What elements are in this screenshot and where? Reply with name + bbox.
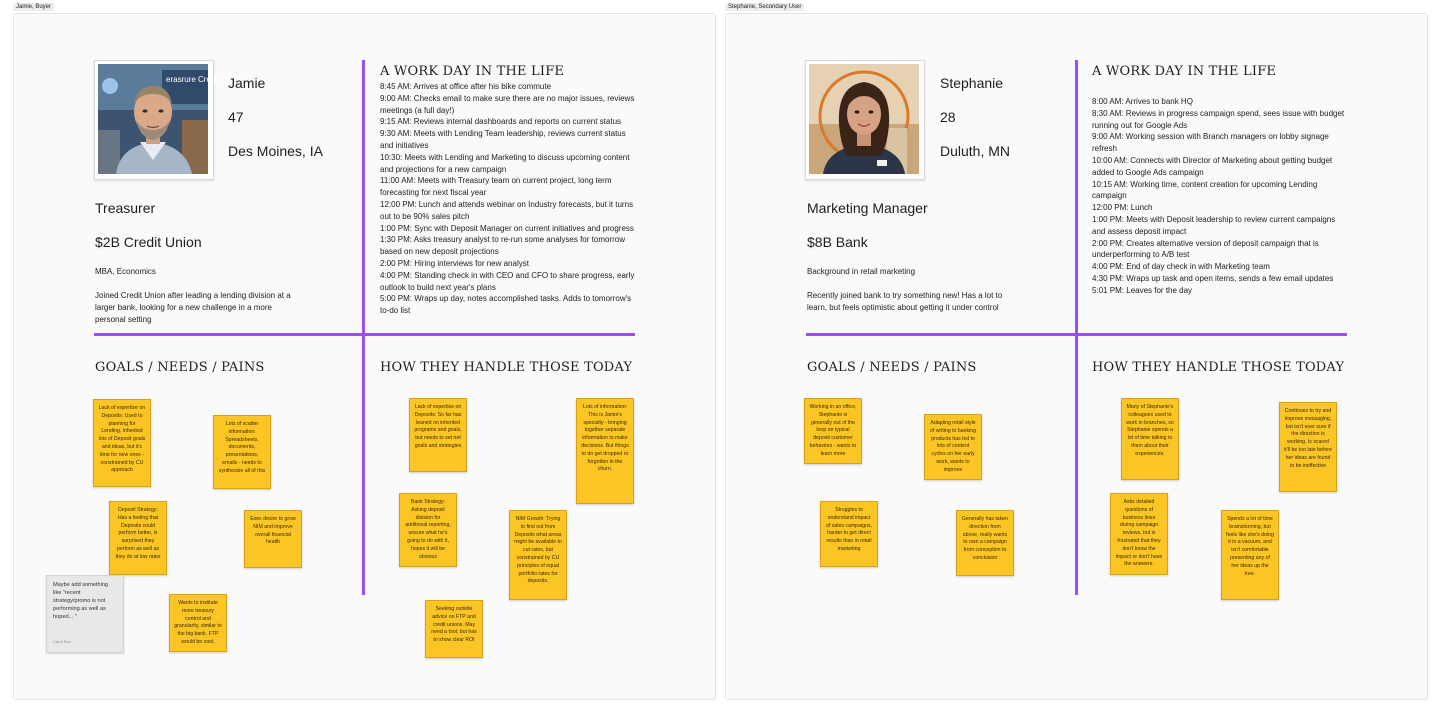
quadrant-divider-vertical [362, 60, 365, 595]
comment-author: Carol Sun [53, 639, 71, 644]
schedule-item: 10:30: Meets with Lending and Marketing to discuss upcoming content and projections for a new campaign [380, 152, 630, 174]
schedule-item: 9:00 AM: Checks email to make sure there are no major issues, reviews meetings (a full day!) [380, 93, 635, 115]
day-schedule [380, 81, 635, 317]
persona-frame-stephanie[interactable] [725, 13, 1428, 700]
sticky-note[interactable]: Many of Stephanie's colleagues used to work in branches, so Stephanie spends a lot of time talking to them about their experiences. [1121, 398, 1179, 480]
sticky-note[interactable]: Lots of scatter information: Spreadsheets, documents, presentations, emails - needs to synthesize all of this [213, 415, 271, 489]
persona-role: Treasurer [95, 200, 156, 216]
day-schedule [1092, 96, 1347, 297]
schedule-item: 1:00 PM: Sync with Deposit Manager on current initiatives and progress [380, 223, 634, 233]
schedule-item: 8:00 AM: Arrives to bank HQ [1092, 97, 1193, 106]
sticky-note[interactable]: Exec desire to grow NIM and improve overall financial health [244, 510, 302, 568]
quadrant-divider-horizontal [806, 333, 1347, 336]
schedule-item: 1:30 PM: Asks treasury analyst to re-run some analyses for tomorrow based on new deposit projections [380, 235, 625, 257]
sticky-note[interactable]: NIM Growth: Trying to find out from Deposits what areas might be available to cut rates, but constrained by CU principles of equal portfolio rates for deposits. [509, 510, 567, 600]
schedule-item: 5:00 PM: Wraps up day, notes accomplished tasks. Adds to tomorrow's to-do list [380, 294, 632, 316]
quadrant-divider-vertical [1075, 60, 1078, 595]
persona-role: Marketing Manager [807, 200, 928, 216]
woman-portrait-icon [809, 64, 919, 174]
schedule-item: 2:00 PM: Creates alternative version of deposit campaign that is underperforming to A/B test [1092, 238, 1319, 260]
persona-age: 28 [940, 109, 956, 125]
schedule-item: 5:01 PM: Leaves for the day [1092, 285, 1193, 295]
persona-photo-stephanie [805, 60, 925, 180]
comment-card[interactable] [46, 575, 124, 653]
frame-label-jamie[interactable]: Jamie, Buyer [13, 3, 54, 11]
sticky-note[interactable]: Struggles to understand impact of sales campaigns, harder to get direct results than in retail marketing [820, 501, 878, 567]
schedule-item: 4:30 PM: Wraps up task and open items, sends a few email updates [1092, 273, 1334, 283]
sticky-note[interactable]: Wants to institute more treasury control and granularity, similar to the big bank. FTP would be cool. [169, 594, 227, 652]
schedule-item: 4:00 PM: Standing check in with CEO and CFO to share progress, early outlook to build next year's plans [380, 270, 635, 292]
sticky-note[interactable]: Spends a lot of time brainstorming, but feels like she's doing it in a vacuum, and isn't comfortable presenting any of her ideas up the tree. [1221, 510, 1279, 600]
persona-name: Stephanie [940, 75, 1004, 91]
handle-heading: HOW THEY HANDLE THOSE TODAY [1092, 360, 1345, 375]
schedule-item: 9:15 AM: Reviews internal dashboards and reports on current status [380, 117, 622, 127]
persona-org: $2B Credit Union [95, 234, 202, 250]
persona-org: $8B Bank [807, 234, 868, 250]
sticky-note[interactable]: Seeking outside advice on FTP and credit unions. May need a tool, but has to show clear ROI [425, 600, 483, 658]
sign-text: erasrure Credit Union [166, 75, 243, 84]
persona-education: MBA, Economics [95, 267, 156, 276]
persona-bio: Recently joined bank to try something new! Has a lot to learn, but feels optimistic about getting it under control [807, 291, 1003, 312]
sticky-note[interactable]: Lots of information: This is Jamie's specialty - bringing together separate information to make decisions. But things to do get dropped or forgotten in the churn. [576, 398, 634, 504]
comment-text: Maybe add something like "recent strategy/promo is not performing as well as hoped... " [53, 582, 109, 620]
schedule-item: 9:00 AM: Working session with Branch managers on lobby signage refresh [1092, 132, 1329, 154]
schedule-item: 10:00 AM: Connects with Director of Marketing about getting budget added to Google Ads campaign [1092, 155, 1333, 177]
sticky-note[interactable]: Continues to try and improve messaging, but isn't ever sure if the direction is working. Is scared it'll be too late before her ideas are found to be ineffective [1279, 402, 1337, 492]
schedule-item: 4:00 PM: End of day check in with Marketing team [1092, 262, 1270, 272]
sticky-note[interactable]: Adapting retail style of writing to banking products has led to lots of content cycles on her early work, wants to improve [924, 414, 982, 480]
handle-heading: HOW THEY HANDLE THOSE TODAY [380, 360, 633, 375]
persona-education: Background in retail marketing [807, 267, 916, 276]
sticky-note[interactable]: Asks detailed questions of business lines during campaign reviews, but is frustrated that they don't know the impact or don't have the answers. [1110, 493, 1168, 575]
persona-location: Des Moines, IA [228, 143, 323, 159]
sticky-note[interactable]: Deposit Strategy: Has a feeling that Deposits could perform better, is surprised they perform as well as they do at low rates [109, 501, 167, 575]
sticky-note[interactable]: Generally has taken direction from above, really wants to own a campaign from conception to conclusion [956, 510, 1014, 576]
day-in-life-heading: A WORK DAY IN THE LIFE [380, 64, 565, 79]
schedule-item: 11:00 AM: Meets with Treasury team on current project, long term forecasting for next fiscal year [380, 176, 612, 198]
persona-frame-jamie[interactable] [13, 13, 716, 700]
persona-name: Jamie [228, 75, 266, 91]
sticky-note[interactable]: Working in an office, Stephanie is generally out of the loop on typical deposit customer behaviors - wants to learn more [804, 398, 862, 464]
day-in-life-heading: A WORK DAY IN THE LIFE [1092, 64, 1277, 79]
sticky-note[interactable]: Lack of expertise on Deposits: So far has leaned on inherited programs and goals, but needs to set net goals and strategies [409, 398, 467, 472]
schedule-item: 8:30 AM: Reviews in progress campaign spend, sees issue with budget running out for Google Ads [1092, 108, 1345, 130]
sticky-note[interactable]: Lack of expertise on Deposits: Used to planning for Lending, inherited lots of Deposit goals and ideas, but it's time for new ones - constrained by CU approach [93, 399, 151, 487]
persona-bio: Joined Credit Union after leading a lending division at a larger bank, looking for a new challenge in a more personal setting [95, 291, 291, 324]
schedule-item: 10:15 AM: Working time, content creation for upcoming Lending campaign [1092, 179, 1318, 201]
goals-heading: GOALS / NEEDS / PAINS [807, 360, 977, 375]
schedule-item: 2:00 PM: Hiring interviews for new analyst [380, 258, 529, 268]
schedule-item: 8:45 AM: Arrives at office after his bike commute [380, 82, 552, 91]
schedule-item: 1:00 PM: Meets with Deposit leadership to review current campaigns and assess deposit impact [1092, 214, 1336, 236]
goals-heading: GOALS / NEEDS / PAINS [95, 360, 265, 375]
frame-label-stephanie[interactable]: Stephanie, Secondary User [725, 3, 804, 11]
sticky-note[interactable]: Bank Strategy: Asking deposit division for additional reporting, unsure what he's going to do with it, hopes it will be obvious [399, 493, 457, 567]
persona-location: Duluth, MN [940, 143, 1011, 159]
schedule-item: 9:30 AM: Meets with Lending Team leadership, reviews current status and initiatives [380, 129, 626, 150]
schedule-item: 12:00 PM: Lunch and attends webinar on Industry forecasts, but it turns out to be 90% sales pitch [380, 199, 634, 221]
schedule-item: 12:00 PM: Lunch [1092, 203, 1153, 213]
quadrant-divider-horizontal [94, 333, 635, 336]
persona-age: 47 [228, 109, 244, 125]
